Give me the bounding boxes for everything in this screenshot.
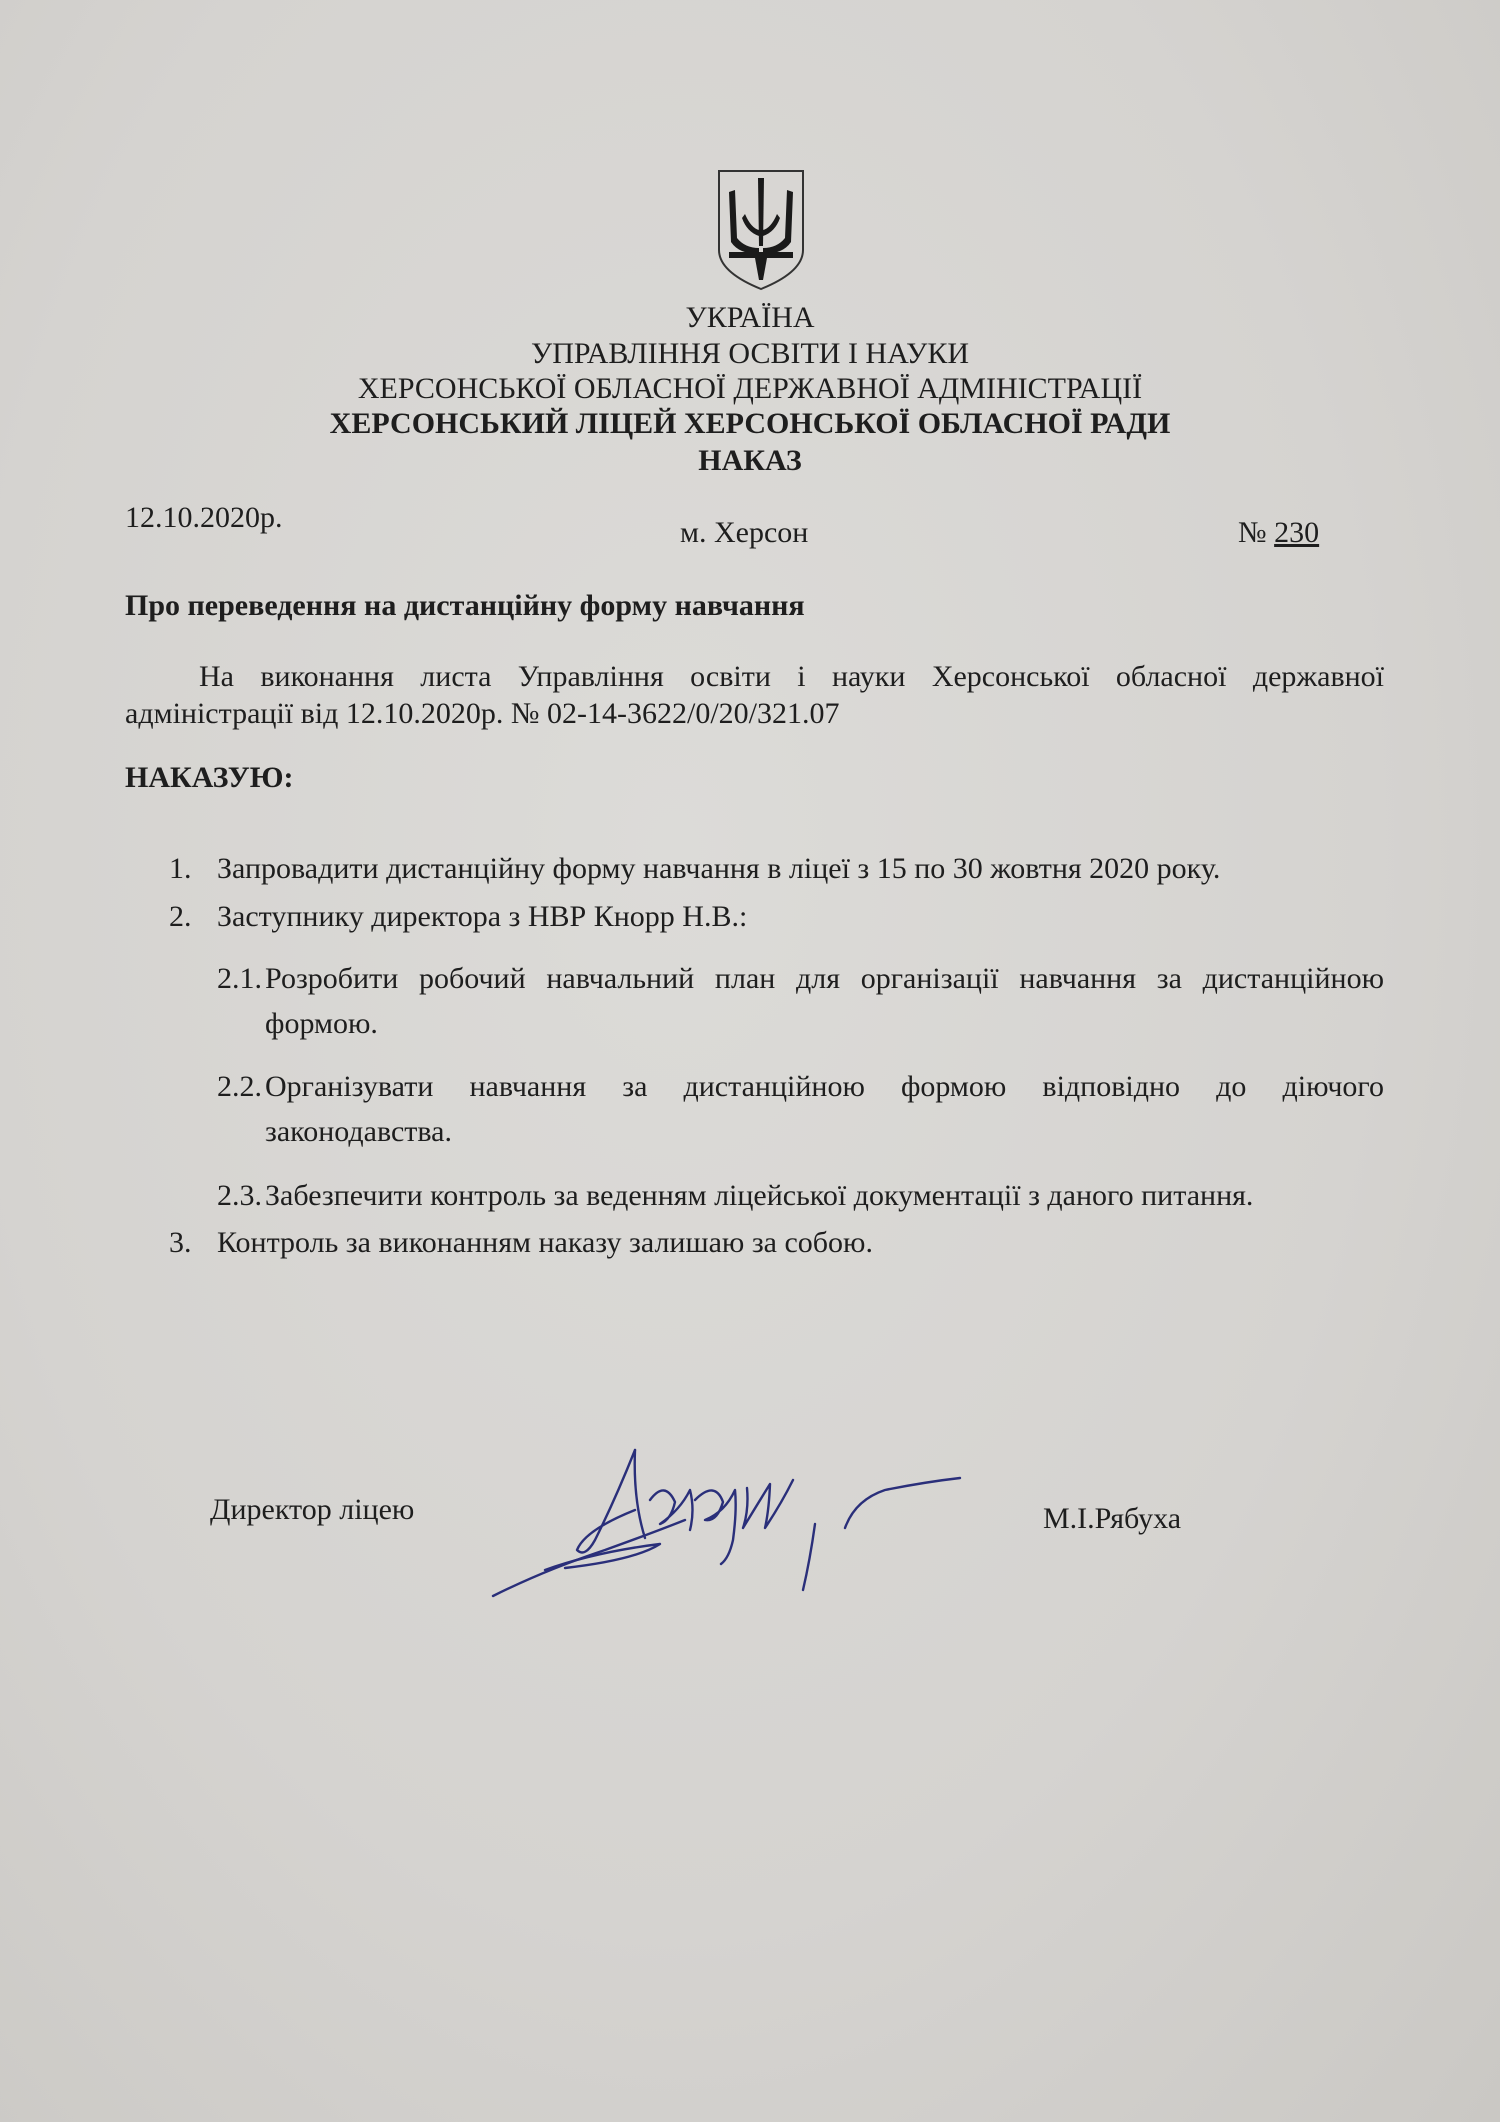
item-text: Заступнику директора з НВР Кнорр Н.В.: — [217, 900, 748, 933]
order-title: Про переведення на дистанційну форму навчання — [125, 589, 805, 622]
preamble-line-1: На виконання листа Управління освіти і науки Херсонської обласної державної — [199, 660, 1384, 693]
item-number: 3. — [169, 1226, 192, 1259]
subitem-number: 2.3. — [217, 1179, 262, 1212]
order-number — [1238, 515, 1319, 551]
header-institution: ХЕРСОНСЬКИЙ ЛІЦЕЙ ХЕРСОНСЬКОЇ ОБЛАСНОЇ РАДИ — [329, 407, 1171, 440]
subitem-number: 2.2. — [217, 1070, 262, 1103]
subitem-text: Розробити робочий навчальний план для організації навчання за дистанційною — [265, 962, 1384, 995]
preamble-line-2: адміністрації від 12.10.2020р. № 02-14-3622/0/20/321.07 — [125, 697, 840, 730]
item-text: Запровадити дистанційну форму навчання в ліцеї з 15 по 30 жовтня 2020 року. — [217, 852, 1221, 885]
header-department: УПРАВЛІННЯ ОСВІТИ І НАУКИ — [530, 337, 970, 370]
order-word: НАКАЗУЮ: — [125, 761, 294, 794]
header-administration: ХЕРСОНСЬКОЇ ОБЛАСНОЇ ДЕРЖАВНОЇ АДМІНІСТРАЦІЇ — [357, 372, 1143, 405]
item-number: 1. — [169, 852, 192, 885]
header-doc-type: НАКАЗ — [698, 444, 802, 477]
subitem-text-cont: формою. — [265, 1007, 378, 1040]
subitem-text: Організувати навчання за дистанційною формою відповідно до діючого — [265, 1070, 1384, 1103]
handwritten-signature — [485, 1440, 965, 1610]
subitem-text-cont: законодавства. — [265, 1115, 452, 1148]
signatory-position: Директор ліцею — [210, 1493, 415, 1526]
item-number: 2. — [169, 900, 192, 933]
signatory-name: М.І.Рябуха — [1043, 1502, 1182, 1535]
order-date: 12.10.2020р. — [125, 501, 283, 534]
header-country: УКРАЇНА — [685, 301, 815, 334]
subitem-text: Забезпечити контроль за веденням ліцейської документації з даного питання. — [265, 1179, 1254, 1212]
number-value: 230 — [1274, 516, 1320, 549]
subitem-number: 2.1. — [217, 962, 262, 995]
number-prefix: № — [1238, 516, 1267, 549]
order-city: м. Херсон — [680, 516, 809, 549]
coat-of-arms-icon — [715, 168, 807, 292]
item-text: Контроль за виконанням наказу залишаю за собою. — [217, 1226, 873, 1259]
